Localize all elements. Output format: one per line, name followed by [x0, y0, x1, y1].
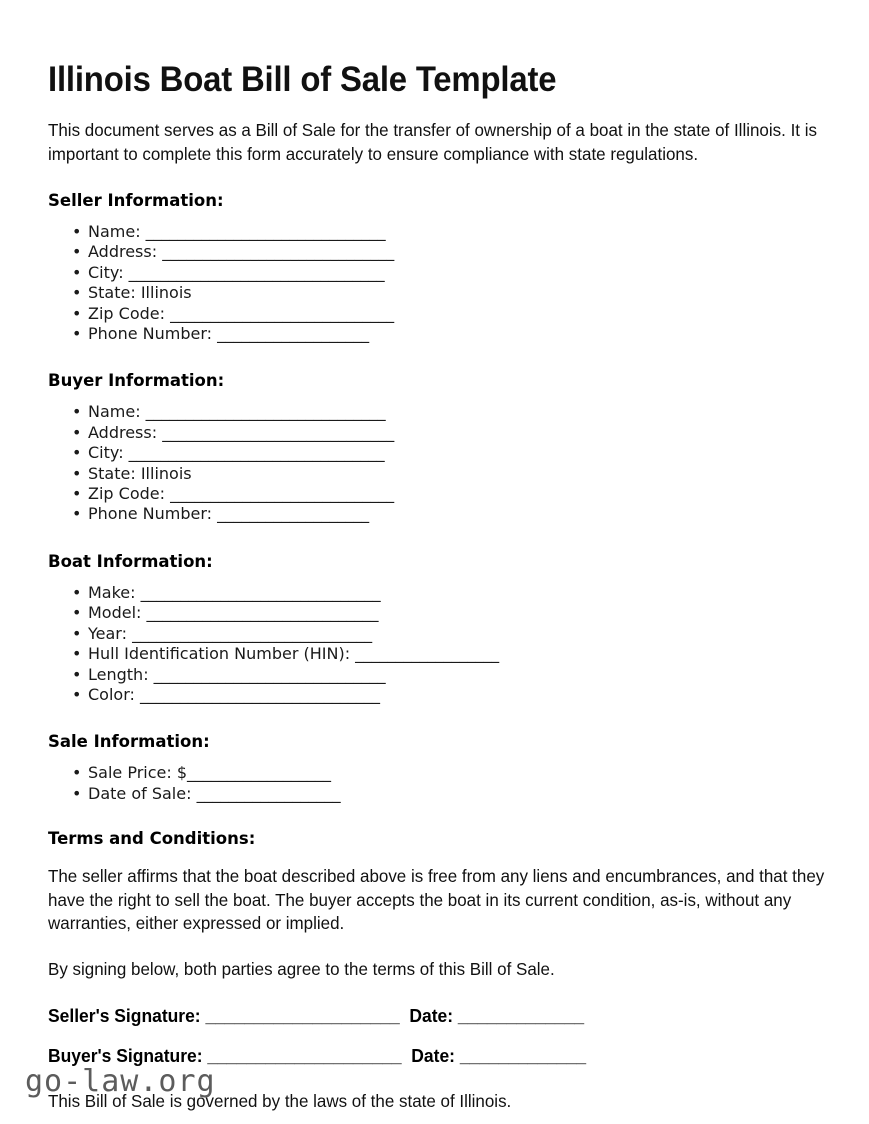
seller-zip-field: Zip Code: ____________________________	[88, 303, 395, 323]
bullet-icon: •	[72, 422, 82, 442]
seller-address-field: Address: _____________________________	[88, 242, 395, 262]
bullet-icon: •	[72, 504, 82, 524]
bullet-icon: •	[72, 684, 82, 704]
list-item	[48, 644, 824, 664]
buyer-zip-field: Zip Code: ____________________________	[88, 484, 395, 504]
bullet-icon: •	[72, 402, 82, 422]
bullet-icon: •	[72, 283, 82, 303]
boat-hin-field: Hull Identification Number (HIN): __________________	[88, 644, 500, 664]
seller-city-field: City: ________________________________	[88, 262, 385, 282]
list-item	[48, 324, 824, 344]
list-item	[48, 484, 824, 504]
seller-name-field: Name: ______________________________	[88, 222, 386, 241]
site-watermark: go-law.org	[25, 1064, 216, 1099]
buyer-phone-field: Phone Number: ___________________	[88, 504, 370, 524]
bullet-icon: •	[72, 324, 82, 344]
list-item	[48, 423, 824, 443]
terms-and-conditions-heading: Terms and Conditions:	[48, 829, 256, 849]
bullet-icon: •	[72, 463, 82, 483]
governing-law-note: This Bill of Sale is governed by the laws of the state of Illinois.	[48, 1091, 512, 1112]
list-item	[48, 504, 824, 524]
list-item	[48, 222, 824, 242]
bullet-icon: •	[72, 443, 82, 463]
signing-note-paragraph: By signing below, both parties agree to the terms of this Bill of Sale.	[48, 958, 555, 979]
buyer-signature-label: Buyer's Signature: ____________________	[48, 1046, 402, 1067]
boat-color-field: Color: ______________________________	[88, 684, 380, 704]
seller-date-label: Date: _____________	[409, 1006, 585, 1027]
bullet-icon: •	[72, 623, 82, 643]
bullet-icon: •	[72, 242, 82, 262]
bullet-icon: •	[72, 603, 82, 623]
seller-signature-row	[48, 1004, 801, 1028]
seller-signature-label: Seller's Signature: ____________________	[48, 1006, 400, 1027]
bullet-icon: •	[72, 262, 82, 282]
bullet-icon: •	[72, 484, 82, 504]
bullet-icon: •	[72, 303, 82, 323]
boat-year-field: Year: ______________________________	[88, 623, 373, 643]
boat-make-field: Make: ______________________________	[88, 582, 381, 602]
list-item	[48, 763, 824, 783]
list-item	[48, 624, 824, 644]
boat-model-field: Model: _____________________________	[88, 603, 379, 623]
seller-state-field: State: Illinois	[88, 283, 192, 303]
list-item	[48, 464, 824, 484]
boat-field-list	[48, 583, 824, 705]
buyer-address-field: Address: _____________________________	[88, 422, 395, 442]
list-item	[48, 304, 824, 324]
list-item	[48, 242, 824, 262]
list-item	[48, 402, 824, 422]
seller-information-heading: Seller Information:	[48, 191, 224, 210]
buyer-date-label: Date: _____________	[411, 1046, 587, 1067]
bullet-icon: •	[72, 783, 82, 803]
buyer-field-list	[48, 402, 824, 524]
buyer-name-field: Name: ______________________________	[88, 402, 386, 422]
boat-information-heading: Boat Information:	[48, 551, 213, 571]
bullet-icon: •	[72, 664, 82, 684]
bullet-icon: •	[72, 644, 82, 664]
sale-information-heading: Sale Information:	[48, 732, 210, 752]
sale-date-field: Date of Sale: __________________	[88, 783, 341, 803]
buyer-city-field: City: ________________________________	[88, 443, 385, 463]
boat-length-field: Length: _____________________________	[88, 664, 386, 684]
document-content	[48, 0, 824, 1114]
list-item	[48, 283, 824, 303]
list-item	[48, 263, 824, 283]
list-item	[48, 685, 824, 705]
seller-phone-field: Phone Number: ___________________	[88, 324, 370, 344]
buyer-information-heading: Buyer Information:	[48, 371, 225, 391]
page-title: Illinois Boat Bill of Sale Template	[48, 60, 557, 99]
sale-field-list	[48, 763, 824, 804]
sale-price-field: Sale Price: $__________________	[88, 763, 332, 783]
list-item	[48, 583, 824, 603]
bullet-icon: •	[72, 763, 82, 783]
intro-paragraph: This document serves as a Bill of Sale for the transfer of ownership of a boat in the state of Illinois. It is important to complete this form accurately to ensure compliance with state regulations.	[48, 120, 817, 164]
list-item	[48, 784, 824, 804]
seller-field-list	[48, 222, 824, 344]
list-item	[48, 665, 824, 685]
bullet-icon: •	[72, 222, 82, 241]
terms-body-paragraph: The seller affirms that the boat described above is free from any liens and encumbrances, and that they have the right to sell the boat. The buyer accepts the boat in its current condition, as-is, without any warranties, either expressed or implied.	[48, 866, 825, 934]
bullet-icon: •	[72, 582, 82, 602]
list-item	[48, 443, 824, 463]
buyer-state-field: State: Illinois	[88, 463, 192, 483]
list-item	[48, 603, 824, 623]
